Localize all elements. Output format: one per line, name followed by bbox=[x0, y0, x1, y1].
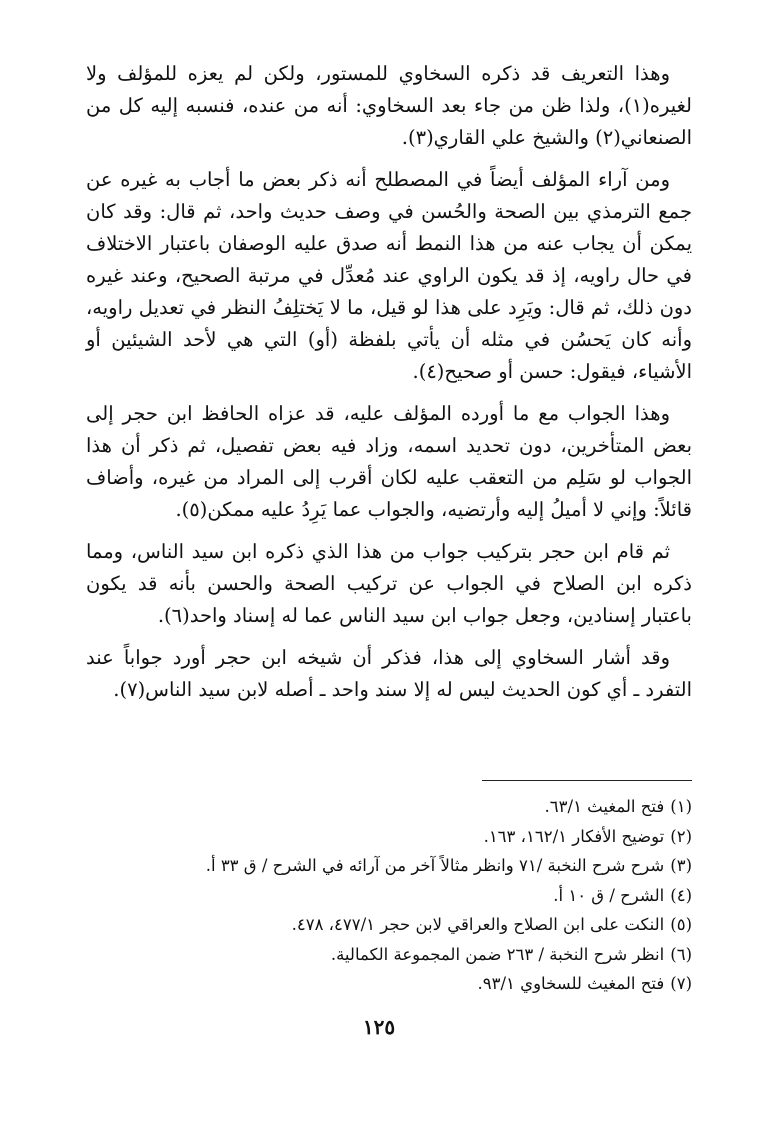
paragraph-4: ثم قام ابن حجر بتركيب جواب من هذا الذي ذكره ابن سيد الناس، ومما ذكره ابن الصلاح في الجواب عن تركيب الصحة والحسن بأنه قد يكون باعتبار إسنادين، وجعل جواب ابن سيد الناس عما له إسناد واحد(٦). bbox=[86, 540, 692, 627]
paragraph-3: وهذا الجواب مع ما أورده المؤلف عليه، قد عزاه الحافظ ابن حجر إلى بعض المتأخرين، دون تحديد اسمه، وزاد فيه بعض تفصيل، ثم ذكر أن هذا الجواب لو سَلِم من التعقب عليه لكان أقرب إلى المراد من غيره، وأضاف قائلاً: وإني لا أميلُ إليه وأرتضيه، والجواب عما يَرِدُ عليه ممكن(٥). bbox=[86, 402, 692, 521]
footnote-text: الشرح / ق ١٠ أ. bbox=[553, 885, 665, 905]
footnote-number: (٣) bbox=[670, 856, 692, 875]
footnote-5 bbox=[132, 910, 692, 940]
footnote-number: (٦) bbox=[670, 944, 692, 964]
footnote-text: انظر شرح النخبة / ٢٦٣ ضمن المجموعة الكمالية. bbox=[330, 944, 665, 964]
footnote-1 bbox=[132, 792, 692, 822]
footnote-number: (٧) bbox=[670, 974, 692, 993]
footnote-text: فتح المغيث ٦٣/١. bbox=[544, 797, 665, 816]
footnote-number: (٤) bbox=[670, 885, 692, 905]
footnote-3 bbox=[132, 851, 692, 881]
footnotes-list bbox=[132, 792, 692, 999]
footnote-4 bbox=[132, 881, 692, 911]
footnote-2 bbox=[132, 822, 692, 852]
footnote-number: (١) bbox=[670, 797, 692, 816]
main-text bbox=[86, 58, 692, 706]
paragraph-2: ومن آراء المؤلف أيضاً في المصطلح أنه ذكر بعض ما أجاب به غيره عن جمع الترمذي بين الصحة والحُسن في وصف حديث واحد، ثم قال: وقد كان يمكن أن يجاب عنه من هذا النمط أنه صدق عليه الوصفان باعتبار الاختلاف في حال راويه، إذ قد يكون الراوي عند مُعدِّل في مرتبة الصحيح، وعند غيره دون ذلك، ثم قال: ويَرِد على هذا لو قيل، ما لا يَختلِفُ النظر في تعديل راويه، وأنه كان يَحسُن في مثله أن يأتي بلفظة (أو) التي هي لأحد الشيئين أو الأشياء، فيقول: حسن أو صحيح(٤). bbox=[86, 168, 692, 383]
paragraph-1: وهذا التعريف قد ذكره السخاوي للمستور، ولكن لم يعزه للمؤلف ولا لغيره(١)، ولذا ظن من جاء بعد السخاوي: أنه من عنده، فنسبه إليه كل من الصنعاني(٢) والشيخ علي القاري(٣). bbox=[86, 62, 692, 149]
page-body bbox=[86, 58, 692, 716]
footnote-number: (٢) bbox=[670, 826, 692, 846]
page-number: ١٢٥ bbox=[362, 1015, 396, 1039]
paragraph-5: وقد أشار السخاوي إلى هذا، فذكر أن شيخه ابن حجر أورد جواباً عند التفرد ـ أي كون الحديث ليس له إلا سند واحد ـ أصله لابن سيد الناس(٧). bbox=[86, 646, 692, 701]
footnote-text: شرح شرح النخبة /٧١ وانظر مثالاً آخر من آرائه في الشرح / ق ٣٣ أ. bbox=[205, 856, 665, 875]
footnote-text: توضيح الأفكار ١٦٢/١، ١٦٣. bbox=[483, 826, 665, 846]
footnote-7 bbox=[132, 969, 692, 999]
footnote-text: فتح المغيث للسخاوي ٩٣/١. bbox=[477, 974, 665, 993]
footnote-number: (٥) bbox=[670, 915, 692, 934]
footnote-text: النكت على ابن الصلاح والعراقي لابن حجر ٤٧٧/١، ٤٧٨. bbox=[291, 915, 665, 934]
footnote-divider bbox=[482, 780, 692, 781]
footnote-6 bbox=[132, 940, 692, 970]
